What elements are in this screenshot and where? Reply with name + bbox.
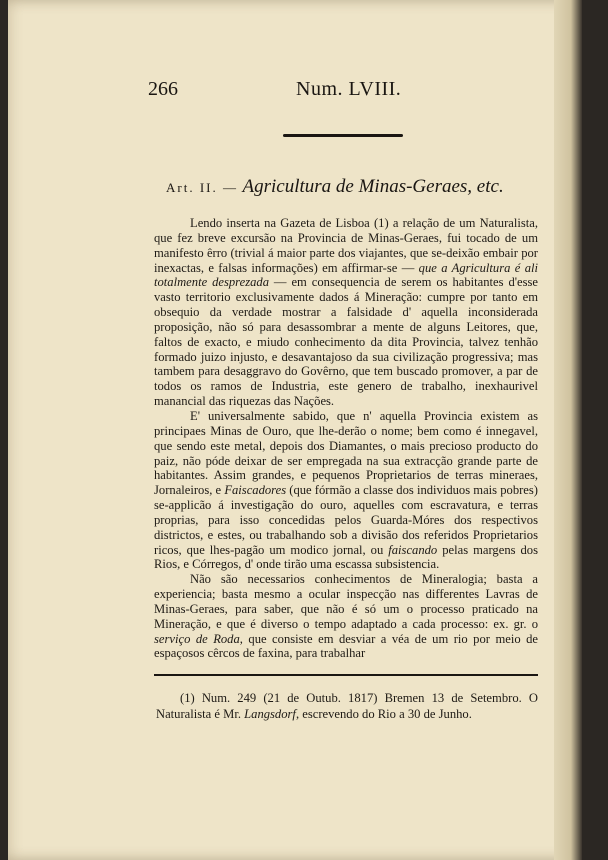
italic-term: faiscando bbox=[388, 542, 438, 557]
text-run: E' universalmente sabido, que n' aquella Provincia existem as principaes Minas de Ouro, que lhe-derão o nome; bem como é innegavel, que sendo este metal, depois dos Diamantes, o mais precioso producto do paiz, não póde deixar de ser empregada na sua extracção grande parte de habitantes. Assim grandes, e pequenos Proprietarios de terras mineraes, Jornaleiros, e bbox=[154, 408, 538, 498]
issue-number: Num. LVIII. bbox=[296, 78, 402, 100]
ornamental-rule bbox=[283, 134, 403, 137]
text-run: Não são necessarios conhecimentos de Mineralogia; basta a experiencia; basta mesmo a ocular inspecção nas differentes Lavras de Minas-Geraes, para saber, que não é só um o processo praticado na Mineração, e que é diverso o tempo adaptado a cada processo: ex. gr. o bbox=[154, 572, 538, 631]
text-run: Lendo inserta na Gazeta de Lisboa (1) a relação de um Naturalista, que fez breve excursão na Provincia de Minas-Geraes, fui tocado de um manifesto êrro (trivial á maior parte dos viajantes, que se-deixão embair por inexactas, e falsas informações) em affirmar-se — bbox=[154, 216, 538, 275]
article-body bbox=[154, 216, 538, 661]
footnote bbox=[156, 690, 538, 722]
text-run: pelas margens dos Rios, e Córregos, d' onde tirão uma escassa subsistencia. bbox=[154, 542, 538, 572]
footnote-text bbox=[156, 690, 538, 722]
book-page bbox=[8, 0, 582, 860]
footnote-rule bbox=[154, 674, 538, 676]
paragraph-2 bbox=[154, 409, 538, 572]
article-label: Art. II. — bbox=[166, 180, 238, 195]
italic-term: serviço de Roda bbox=[154, 631, 240, 646]
text-run: (que fórmão a classe dos individuos mais pobres) se-applicão á investigação do ouro, aquelles com escravatura, e terras proprias, para isso concedidas pelos Guarda-Móres dos respectivos districtos, e estes, ou trabalhando sob a divisão dos referidos Proprietarios ricos, que lhes-pagão um modico jornal, ou bbox=[154, 483, 538, 557]
paragraph-3 bbox=[154, 572, 538, 661]
page-number: 266 bbox=[148, 78, 178, 100]
text-run: (1) Num. 249 (21 de Outub. 1817) Bremen 13 de Setembro. O Naturalista é Mr. bbox=[156, 691, 538, 721]
running-head bbox=[148, 78, 548, 102]
article-heading bbox=[166, 176, 536, 198]
italic-quote: que a Agricultura é ali totalmente desprezada bbox=[154, 260, 538, 290]
italic-term: Faiscadores bbox=[224, 483, 287, 498]
italic-name: Langsdorf bbox=[244, 707, 296, 721]
text-run: , escrevendo do Rio a 30 de Junho. bbox=[295, 707, 472, 721]
paragraph-1 bbox=[154, 216, 538, 409]
page-edge bbox=[554, 0, 582, 860]
article-title: Agricultura de Minas-Geraes, etc. bbox=[242, 176, 504, 197]
text-run: — em consequencia de serem os habitantes d'esse vasto territorio exclusivamente dados á Mineração: cumpre por tanto em obsequio da verdade mostrar a falsidade d' aquella inconsiderada proposição, não só para desassombrar a mente de alguns Leitores, que, faltos de exacto, e miudo conhecimento da dita Provincia, talvez tenhão formado juizo injusto, e desavantajoso da sua civilização progressiva; mas tambem para desaggravo do Govêrno, que tem buscado promover, a par de todos os ramos de Industria, este genero de trabalho, inexhaurivel manancial das riquezas das Nações. bbox=[154, 275, 538, 409]
text-run: , que consiste em desviar a véa de um rio por meio de espaçosos cêrcos de faxina, para trabalhar bbox=[154, 631, 538, 661]
